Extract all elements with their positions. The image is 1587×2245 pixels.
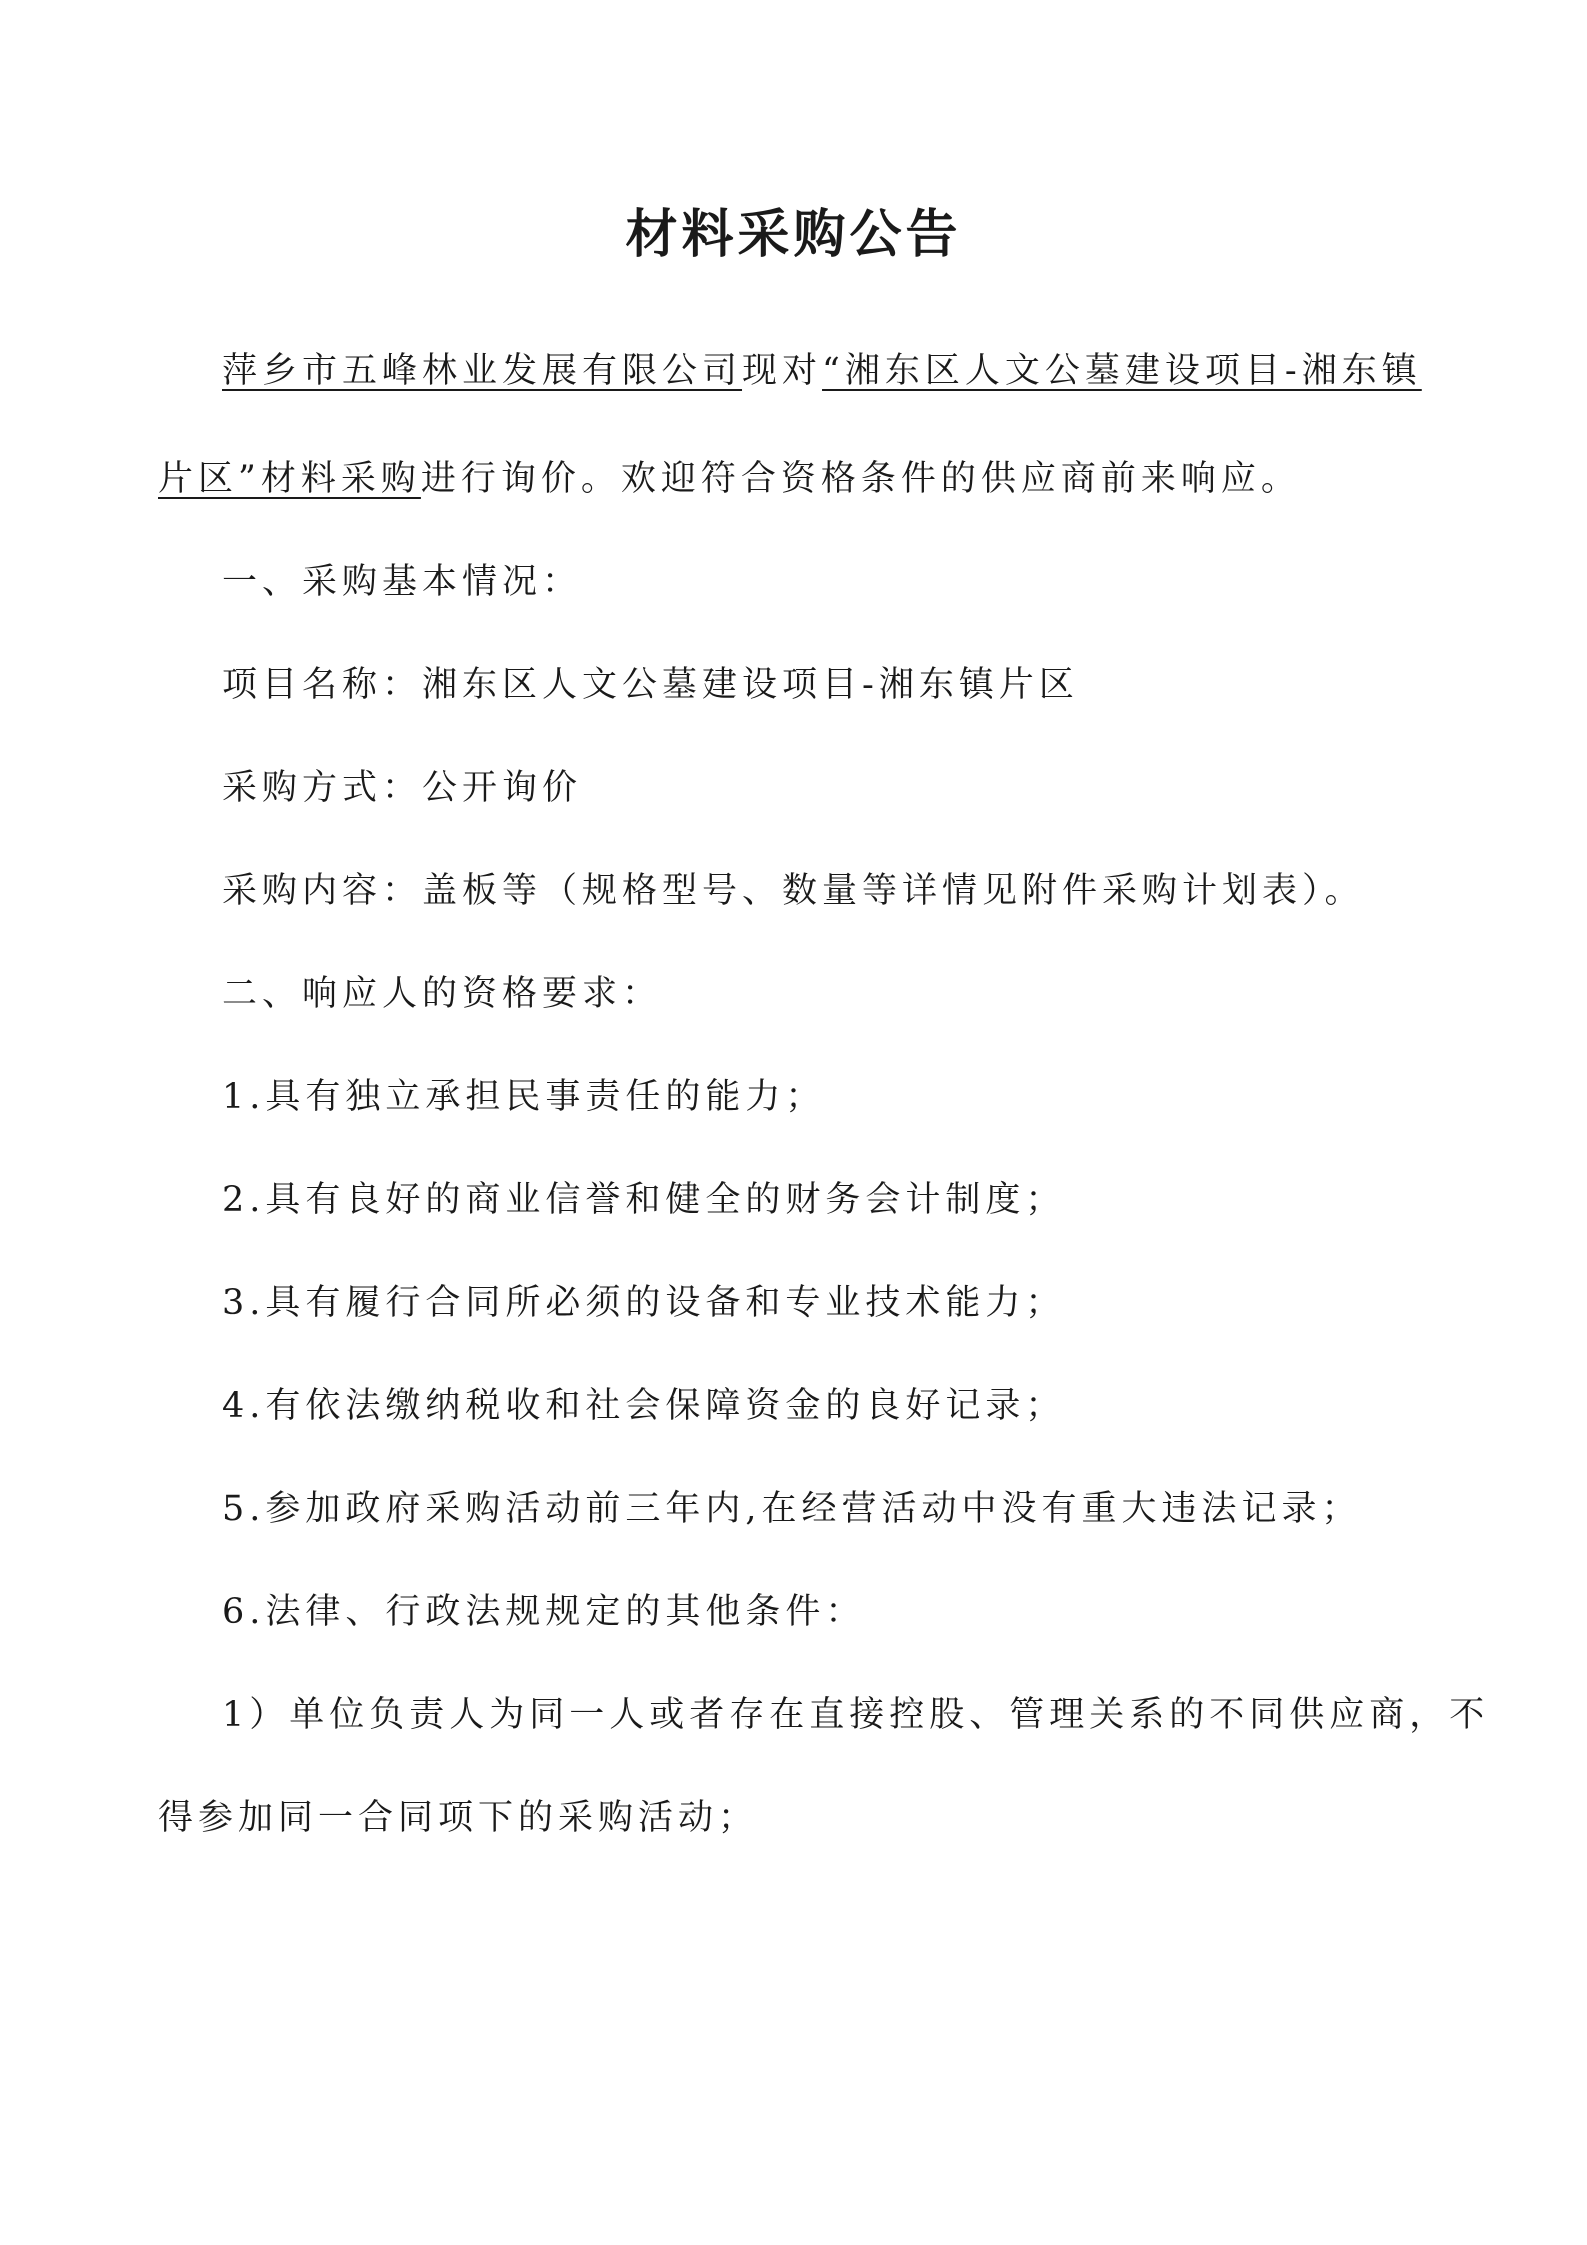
project-name-line: 项目名称：湘东区人文公墓建设项目-湘东镇片区 <box>222 665 1079 705</box>
requirement-item: 6.法律、行政法规规定的其他条件： <box>222 1592 866 1632</box>
requirement-item: 3.具有履行合同所必须的设备和专业技术能力； <box>222 1283 1066 1323</box>
procurement-content-line: 采购内容：盖板等（规格型号、数量等详情见附件采购计划表）。 <box>222 871 1365 911</box>
requirement-item: 2.具有良好的商业信誉和健全的财务会计制度； <box>222 1180 1066 1220</box>
page-title: 材料采购公告 <box>625 204 962 265</box>
intro-text-b: 进行询价。欢迎符合资格条件的供应商前来响应。 <box>420 459 1301 499</box>
requirement-item: 4.有依法缴纳税收和社会保障资金的良好记录； <box>222 1386 1066 1426</box>
procurement-method-line: 采购方式：公开询价 <box>222 768 583 808</box>
project-title-part-1: “湘东区人文公墓建设项目-湘东镇 <box>822 351 1422 391</box>
sub-requirement-line-1: 1）单位负责人为同一人或者存在直接控股、管理关系的不同供应商，不 <box>222 1695 1490 1735</box>
requirement-item: 1.具有独立承担民事责任的能力； <box>222 1077 826 1117</box>
section-1-heading: 一、采购基本情况： <box>222 562 583 602</box>
section-2-heading: 二、响应人的资格要求： <box>222 974 663 1014</box>
intro-line-1 <box>222 346 1463 396</box>
company-name: 萍乡市五峰林业发展有限公司 <box>222 351 743 391</box>
intro-line-2 <box>158 454 1463 504</box>
sub-requirement-line-2: 得参加同一合同项下的采购活动； <box>158 1798 759 1838</box>
requirement-item: 5.参加政府采购活动前三年内,在经营活动中没有重大违法记录； <box>222 1489 1362 1529</box>
project-title-part-2: 片区”材料采购 <box>158 459 421 499</box>
intro-text-a: 现对 <box>742 351 823 391</box>
